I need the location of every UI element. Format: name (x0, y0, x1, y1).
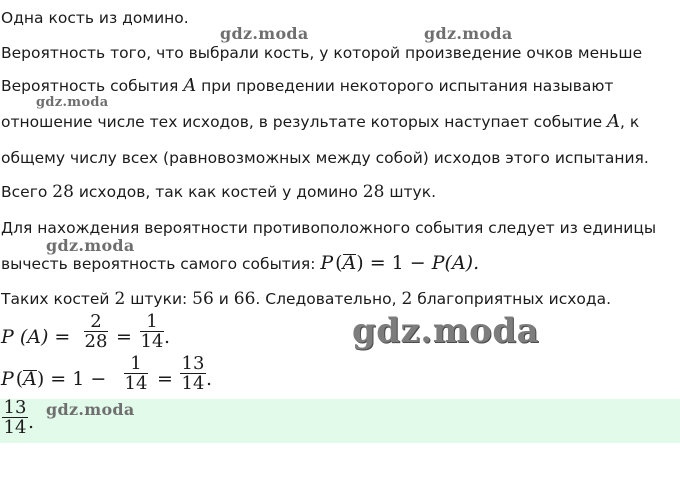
watermark-large: gdz.moda (352, 311, 540, 351)
denominator: 14 (140, 331, 164, 352)
variable-a: A (607, 111, 621, 132)
watermark: gdz.moda (36, 95, 109, 110)
text-therefore: . Следовательно, (255, 290, 402, 308)
solution-line-6 (1, 182, 436, 202)
solution-line-1 (1, 8, 189, 28)
text-total-start: Всего (1, 183, 53, 201)
number-56: 56 (192, 289, 214, 309)
denominator: 14 (124, 373, 148, 394)
variable-p: P (320, 252, 334, 274)
text-definition-start: Вероятность события (1, 77, 184, 95)
text-probability-statement: Вероятность того, что выбрали кость, у которой произведение очков меньше (1, 44, 643, 62)
numerator: 2 (90, 311, 102, 332)
number-66: 66 (233, 289, 256, 309)
period: . (206, 368, 213, 390)
fraction-1-14 (124, 355, 148, 392)
period: . (28, 411, 35, 433)
number-2: 2 (114, 289, 126, 309)
paren-close: ) (36, 368, 45, 390)
formula-rest: = 1 − (363, 252, 432, 274)
variable-p: P (431, 252, 445, 274)
watermark: gdz.moda (220, 24, 309, 43)
solution-line-8 (1, 253, 479, 274)
text-definition-ratio: отношение числе тех исходов, в результате которых наступает событие (1, 113, 608, 131)
text-favorable: благоприятных исхода. (412, 290, 612, 308)
fraction-2-28 (84, 313, 108, 350)
variable-a-bar: A (23, 368, 37, 390)
denominator: 28 (84, 331, 108, 352)
denominator: 14 (3, 417, 27, 438)
numerator: 1 (146, 311, 158, 332)
solution-line-9 (1, 289, 611, 309)
variable-p: P (1, 368, 14, 390)
formula2-lhs (1, 368, 106, 390)
formula2-mid: = 1 − (44, 368, 107, 390)
fraction-13-14 (180, 355, 206, 392)
solution-line-5 (1, 148, 649, 168)
variable-a: A (183, 75, 197, 96)
solution-line-7 (1, 218, 656, 238)
paren-open: ( (13, 368, 24, 390)
watermark: gdz.moda (46, 400, 135, 419)
solution-line-3 (1, 76, 613, 96)
number-2: 2 (401, 289, 413, 309)
text-subtract: вычесть вероятность самого события: (1, 255, 321, 273)
text-such-pieces: Таких костей (1, 290, 115, 308)
watermark: gdz.moda (46, 236, 135, 255)
paren-close: ) (356, 252, 364, 274)
text-domino-piece: Одна кость из домино. (1, 9, 189, 27)
text-total-end: штук. (384, 183, 437, 201)
solution-line-4 (1, 112, 639, 132)
text-pieces: штуки: (125, 290, 193, 308)
paren-open: ( (333, 252, 343, 274)
text-opposite-event: Для нахождения вероятности противоположного события следует из единицы (1, 219, 657, 237)
formula-lhs: P (A) = (1, 326, 71, 348)
text-comma-k: , к (620, 113, 640, 131)
text-and: и (213, 290, 234, 308)
text-definition-end: общему числу всех (равновозможных между собой) исходов этого испытания. (1, 149, 649, 167)
number-28: 28 (52, 182, 74, 202)
numerator: 13 (3, 397, 27, 418)
equals-sign: = (116, 326, 132, 348)
formula-tail: (A). (444, 252, 480, 274)
watermark: gdz.moda (424, 24, 513, 43)
number-28: 28 (362, 182, 385, 202)
variable-a-bar: A (342, 252, 357, 274)
answer-fraction (2, 399, 28, 436)
fraction-1-14 (140, 313, 164, 350)
text-total-mid: исходов, так как костей у домино (73, 183, 363, 201)
denominator: 14 (181, 373, 205, 394)
equals-sign: = (157, 368, 173, 390)
period: . (164, 326, 171, 348)
numerator: 13 (181, 353, 205, 374)
text-definition-cont: при проведении некоторого испытания называют (196, 77, 614, 95)
solution-line-2 (1, 43, 642, 63)
numerator: 1 (130, 353, 142, 374)
